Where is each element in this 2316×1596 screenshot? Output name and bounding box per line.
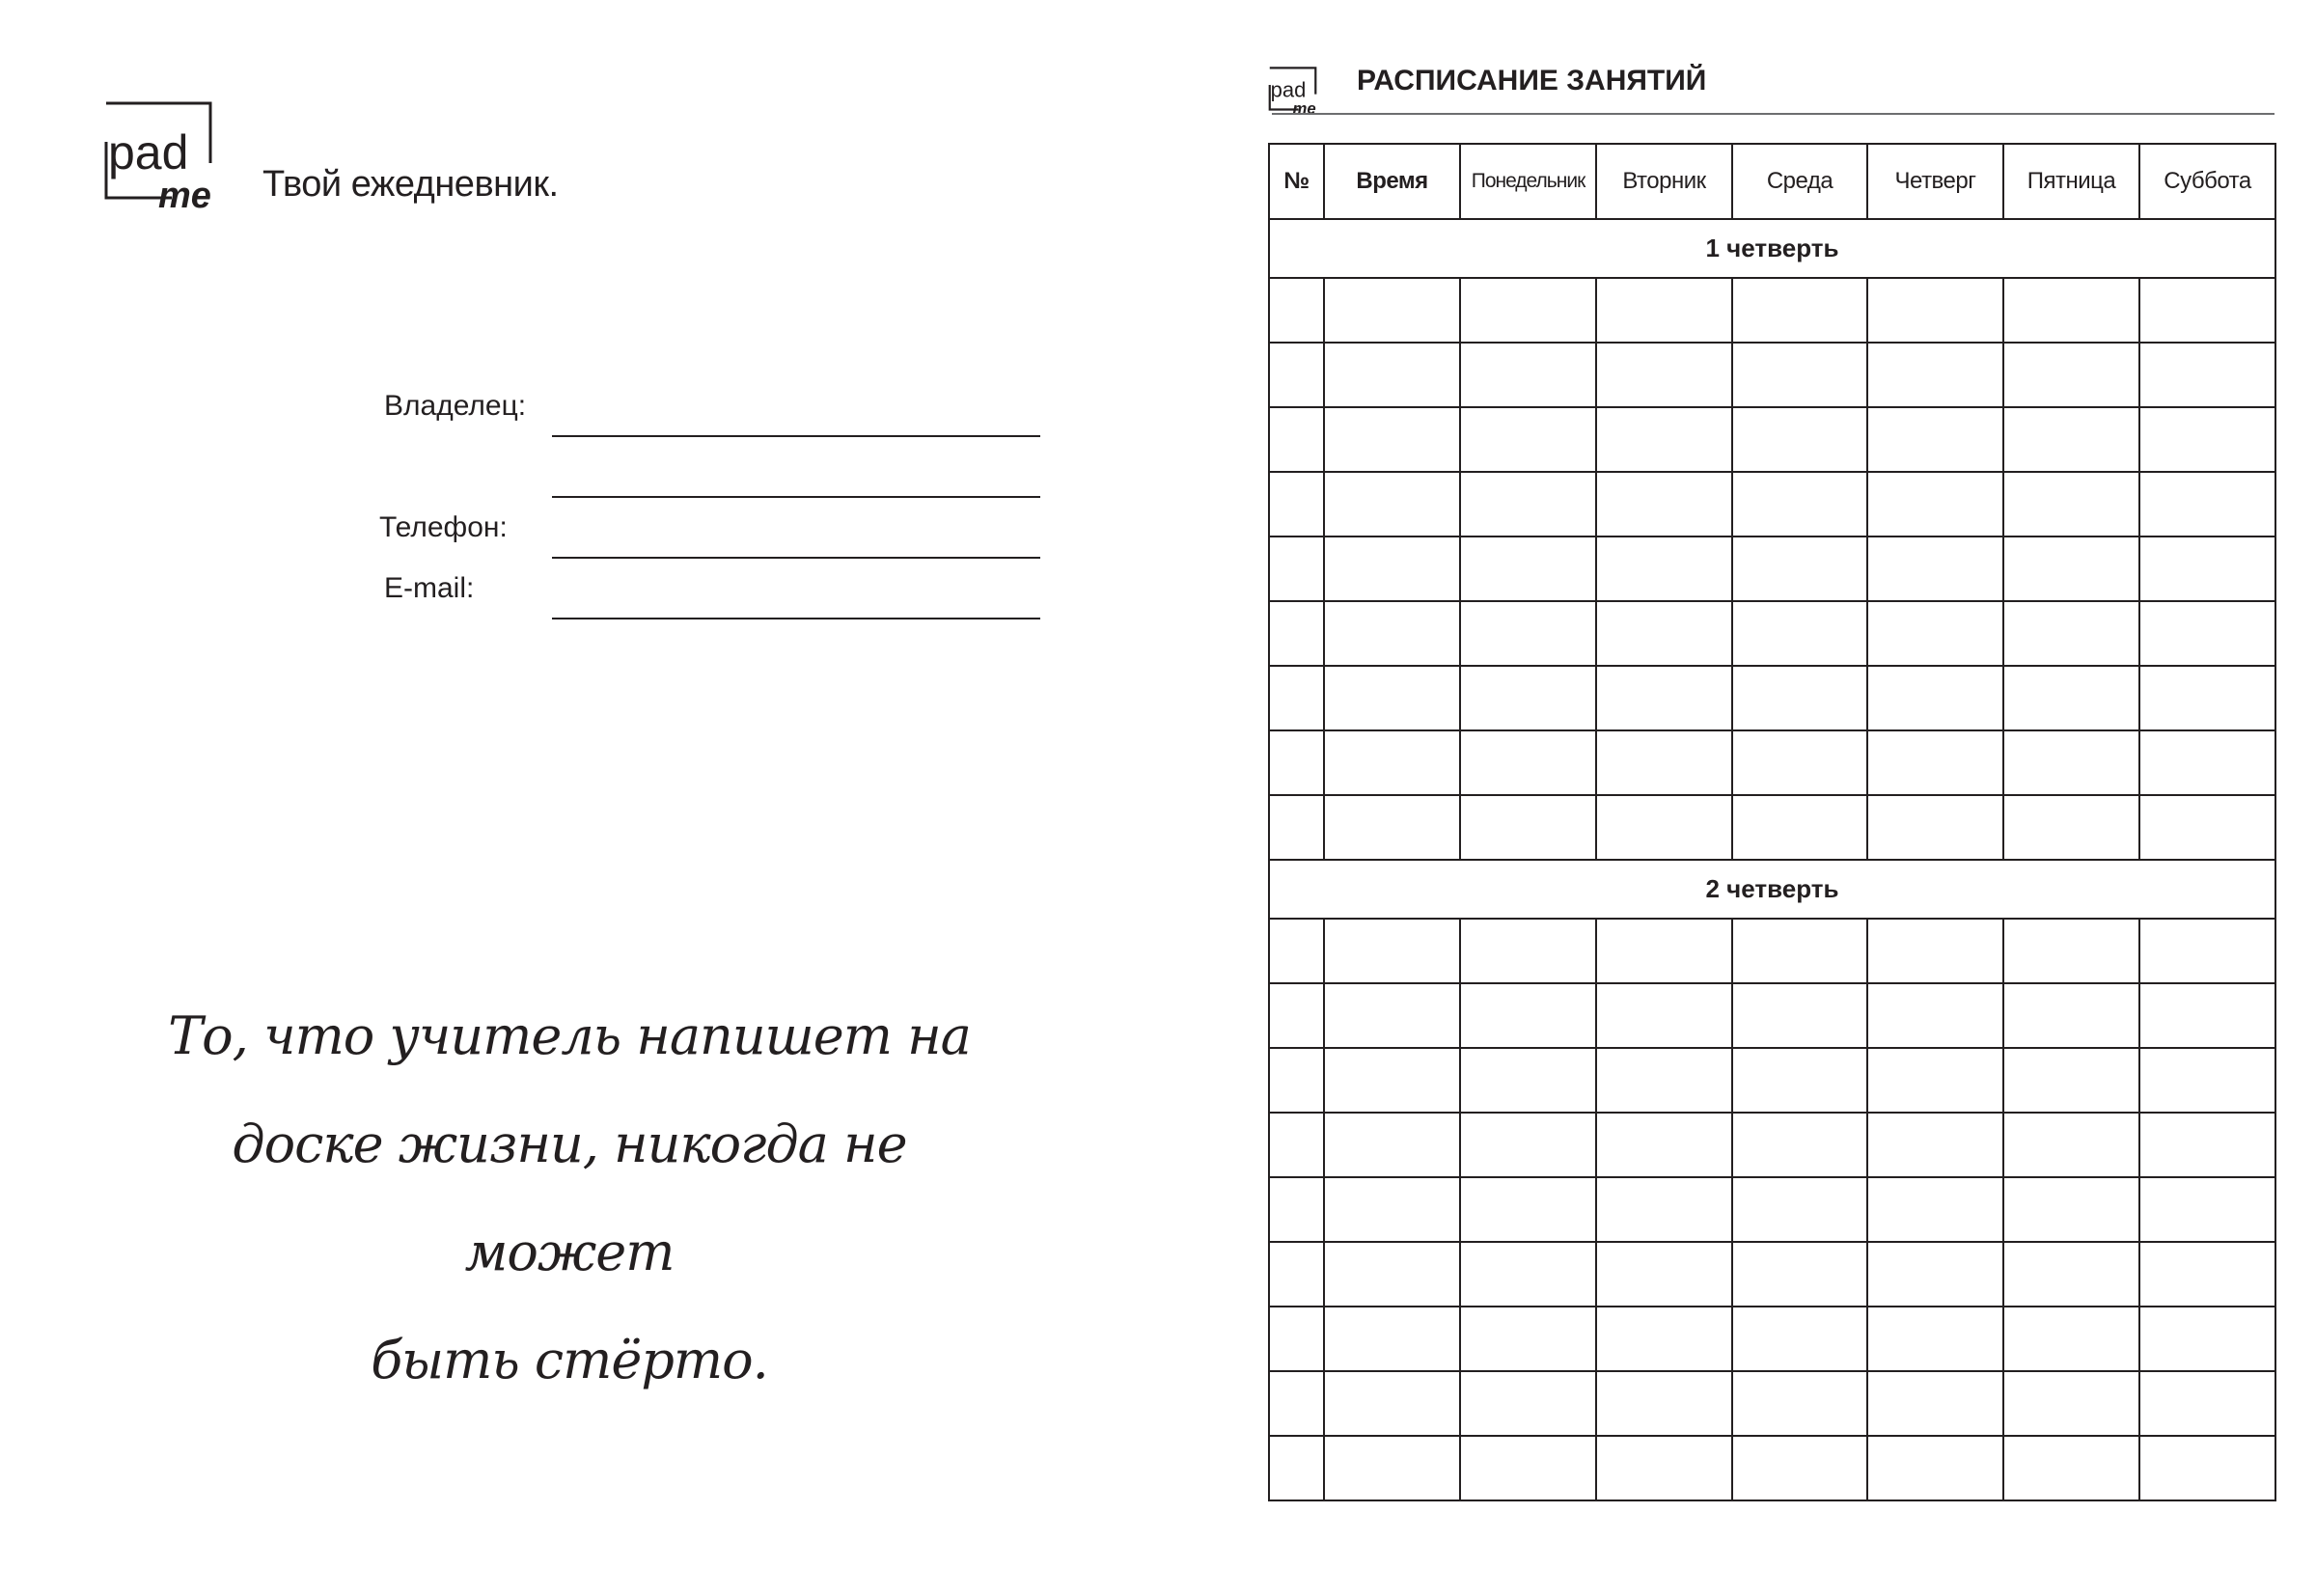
schedule-cell <box>1460 407 1596 472</box>
schedule-cell <box>1460 1242 1596 1307</box>
schedule-cell <box>2003 343 2139 407</box>
email-field-line <box>552 618 1040 619</box>
schedule-cell <box>2003 537 2139 601</box>
schedule-cell <box>1324 795 1460 860</box>
schedule-cell <box>1867 1371 2003 1436</box>
schedule-row <box>1269 1242 2275 1307</box>
email-row <box>384 566 1040 627</box>
right-page <box>1158 0 2316 1596</box>
title-rule <box>1272 113 2275 115</box>
schedule-cell <box>1269 1371 1324 1436</box>
owner-field-line <box>552 435 1040 437</box>
schedule-cell <box>1460 1177 1596 1242</box>
schedule-cell <box>1269 983 1324 1048</box>
owner-row <box>384 384 1040 445</box>
schedule-cell <box>1867 601 2003 666</box>
quarter-label: 2 четверть <box>1269 860 2275 919</box>
owner-form <box>379 384 1040 627</box>
schedule-cell <box>1460 795 1596 860</box>
schedule-cell <box>1460 537 1596 601</box>
schedule-cell <box>1269 666 1324 730</box>
schedule-row <box>1269 1113 2275 1177</box>
col-tuesday-header: Вторник <box>1596 144 1732 219</box>
schedule-cell <box>1596 1113 1732 1177</box>
schedule-cell <box>1460 983 1596 1048</box>
schedule-cell <box>1596 919 1732 983</box>
schedule-cell <box>1596 472 1732 537</box>
schedule-cell <box>1867 1242 2003 1307</box>
schedule-cell <box>1596 407 1732 472</box>
schedule-row <box>1269 1371 2275 1436</box>
schedule-cell <box>1867 407 2003 472</box>
schedule-cell <box>2139 1436 2275 1500</box>
schedule-cell <box>1867 1113 2003 1177</box>
schedule-cell <box>1596 278 1732 343</box>
schedule-cell <box>1460 1436 1596 1500</box>
schedule-cell <box>2003 1113 2139 1177</box>
schedule-cell <box>1324 343 1460 407</box>
schedule-cell <box>2003 1048 2139 1113</box>
schedule-cell <box>1269 795 1324 860</box>
schedule-cell <box>2003 795 2139 860</box>
schedule-cell <box>1732 1113 1867 1177</box>
schedule-cell <box>1324 278 1460 343</box>
schedule-cell <box>2139 1371 2275 1436</box>
schedule-row <box>1269 1048 2275 1113</box>
col-time-header: Время <box>1324 144 1460 219</box>
schedule-cell <box>1269 407 1324 472</box>
schedule-cell <box>1732 1177 1867 1242</box>
schedule-cell <box>2003 730 2139 795</box>
quote-line-1: То, что учитель напишет на <box>168 1005 971 1066</box>
schedule-cell <box>1269 730 1324 795</box>
schedule-cell <box>2003 472 2139 537</box>
schedule-cell <box>1732 1048 1867 1113</box>
schedule-cell <box>1596 1048 1732 1113</box>
schedule-cell <box>1460 666 1596 730</box>
schedule-cell <box>1324 983 1460 1048</box>
logo-small-sub: me <box>1292 98 1316 118</box>
schedule-cell <box>1596 537 1732 601</box>
phone-row <box>379 506 1040 566</box>
schedule-cell <box>1460 1307 1596 1371</box>
schedule-cell <box>2139 472 2275 537</box>
quarter-row <box>1269 860 2275 919</box>
schedule-cell <box>1732 795 1867 860</box>
phone-field-line <box>552 557 1040 559</box>
col-friday-header: Пятница <box>2003 144 2139 219</box>
schedule-cell <box>2139 537 2275 601</box>
schedule-row <box>1269 537 2275 601</box>
schedule-row <box>1269 1307 2275 1371</box>
schedule-cell <box>1732 983 1867 1048</box>
quarter-row <box>1269 219 2275 278</box>
col-thursday-header: Четверг <box>1867 144 2003 219</box>
schedule-cell <box>1269 1436 1324 1500</box>
schedule-cell <box>2139 1307 2275 1371</box>
schedule-cell <box>1596 1177 1732 1242</box>
schedule-cell <box>2139 407 2275 472</box>
schedule-cell <box>2139 919 2275 983</box>
schedule-cell <box>1596 666 1732 730</box>
schedule-cell <box>1324 1177 1460 1242</box>
schedule-row <box>1269 601 2275 666</box>
email-label: E-mail: <box>384 572 475 604</box>
schedule-row <box>1269 795 2275 860</box>
schedule-cell <box>1324 919 1460 983</box>
schedule-cell <box>1324 407 1460 472</box>
logo-word: pad <box>108 125 189 179</box>
schedule-cell <box>1269 1177 1324 1242</box>
schedule-cell <box>2139 1048 2275 1113</box>
schedule-cell <box>1867 666 2003 730</box>
schedule-cell <box>1732 1307 1867 1371</box>
schedule-cell <box>1324 472 1460 537</box>
schedule-cell <box>1867 983 2003 1048</box>
schedule-cell <box>1732 407 1867 472</box>
schedule-cell <box>2139 1177 2275 1242</box>
schedule-cell <box>1867 1307 2003 1371</box>
schedule-cell <box>1269 1307 1324 1371</box>
schedule-cell <box>1460 278 1596 343</box>
schedule-row <box>1269 983 2275 1048</box>
schedule-cell <box>1269 472 1324 537</box>
schedule-cell <box>1269 601 1324 666</box>
schedule-cell <box>1867 537 2003 601</box>
schedule-cell <box>1732 343 1867 407</box>
schedule-cell <box>1596 601 1732 666</box>
schedule-cell <box>1460 472 1596 537</box>
schedule-cell <box>1269 1242 1324 1307</box>
quarter-label: 1 четверть <box>1269 219 2275 278</box>
schedule-cell <box>2003 1177 2139 1242</box>
schedule-cell <box>1732 601 1867 666</box>
schedule-row <box>1269 1177 2275 1242</box>
schedule-cell <box>1732 1371 1867 1436</box>
schedule-cell <box>1324 1371 1460 1436</box>
schedule-row <box>1269 407 2275 472</box>
schedule-cell <box>1269 1113 1324 1177</box>
schedule-cell <box>2139 278 2275 343</box>
schedule-cell <box>2003 1242 2139 1307</box>
schedule-cell <box>2003 666 2139 730</box>
schedule-row <box>1269 730 2275 795</box>
quote-line-3: быть стёрто. <box>371 1330 768 1390</box>
col-number-header: № <box>1269 144 1324 219</box>
schedule-body <box>1269 219 2275 1500</box>
schedule-cell <box>2139 666 2275 730</box>
schedule-cell <box>1269 1048 1324 1113</box>
schedule-row <box>1269 919 2275 983</box>
schedule-cell <box>1732 730 1867 795</box>
schedule-cell <box>2003 919 2139 983</box>
schedule-cell <box>1867 1177 2003 1242</box>
schedule-cell <box>1324 537 1460 601</box>
tagline: Твой ежедневник. <box>262 164 559 205</box>
schedule-cell <box>1324 1242 1460 1307</box>
schedule-cell <box>1867 919 2003 983</box>
schedule-cell <box>2003 407 2139 472</box>
padme-logo-small <box>1268 65 1332 119</box>
schedule-cell <box>2139 795 2275 860</box>
schedule-cell <box>1460 730 1596 795</box>
schedule-cell <box>1324 730 1460 795</box>
schedule-cell <box>1324 1113 1460 1177</box>
schedule-cell <box>1867 795 2003 860</box>
schedule-row <box>1269 472 2275 537</box>
padme-logo <box>102 99 247 215</box>
schedule-cell <box>1269 919 1324 983</box>
schedule-cell <box>1732 666 1867 730</box>
schedule-cell <box>2003 1371 2139 1436</box>
schedule-row <box>1269 1436 2275 1500</box>
schedule-cell <box>1732 1436 1867 1500</box>
schedule-cell <box>1460 919 1596 983</box>
logo-sub: me <box>158 176 211 215</box>
schedule-row <box>1269 343 2275 407</box>
schedule-title: РАСПИСАНИЕ ЗАНЯТИЙ <box>1357 65 1707 96</box>
schedule-cell <box>2139 601 2275 666</box>
schedule-cell <box>1596 1371 1732 1436</box>
schedule-cell <box>2003 1436 2139 1500</box>
schedule-cell <box>1596 983 1732 1048</box>
schedule-cell <box>1596 1307 1732 1371</box>
col-monday-header: Понедельник <box>1460 144 1596 219</box>
schedule-cell <box>1867 278 2003 343</box>
schedule-cell <box>2003 601 2139 666</box>
schedule-cell <box>1732 1242 1867 1307</box>
owner-extra-row <box>384 445 1040 506</box>
schedule-cell <box>1596 795 1732 860</box>
schedule-cell <box>1269 343 1324 407</box>
schedule-cell <box>1324 601 1460 666</box>
schedule-cell <box>1867 343 2003 407</box>
schedule-row <box>1269 666 2275 730</box>
schedule-cell <box>1867 1048 2003 1113</box>
col-wednesday-header: Среда <box>1732 144 1867 219</box>
schedule-cell <box>1867 730 2003 795</box>
schedule-cell <box>1324 666 1460 730</box>
schedule-cell <box>1460 601 1596 666</box>
schedule-cell <box>1324 1436 1460 1500</box>
schedule-cell <box>1596 1242 1732 1307</box>
schedule-cell <box>1460 1113 1596 1177</box>
schedule-cell <box>2003 278 2139 343</box>
schedule-cell <box>1732 278 1867 343</box>
schedule-cell <box>1460 343 1596 407</box>
schedule-cell <box>2139 343 2275 407</box>
schedule-cell <box>2003 983 2139 1048</box>
schedule-cell <box>1269 278 1324 343</box>
schedule-cell <box>1324 1048 1460 1113</box>
schedule-cell <box>2139 730 2275 795</box>
schedule-cell <box>1867 1436 2003 1500</box>
schedule-cell <box>1460 1371 1596 1436</box>
owner-label: Владелец: <box>384 390 527 422</box>
schedule-cell <box>1460 1048 1596 1113</box>
schedule-cell <box>1596 730 1732 795</box>
schedule-cell <box>1732 919 1867 983</box>
schedule-cell <box>2139 983 2275 1048</box>
phone-label: Телефон: <box>379 511 508 543</box>
schedule-cell <box>1269 537 1324 601</box>
col-saturday-header: Суббота <box>2139 144 2275 219</box>
quote <box>145 982 994 1415</box>
schedule-cell <box>1732 537 1867 601</box>
schedule-table <box>1268 143 2276 1501</box>
schedule-cell <box>1867 472 2003 537</box>
schedule-cell <box>2003 1307 2139 1371</box>
owner-extra-field-line <box>552 496 1040 498</box>
schedule-cell <box>2139 1113 2275 1177</box>
schedule-cell <box>1596 343 1732 407</box>
schedule-cell <box>1596 1436 1732 1500</box>
logo-small-word: pad <box>1270 77 1307 102</box>
schedule-row <box>1269 278 2275 343</box>
schedule-cell <box>1732 472 1867 537</box>
schedule-header-row <box>1269 144 2275 219</box>
schedule-cell <box>1324 1307 1460 1371</box>
quote-line-2: доске жизни, никогда не может <box>232 1114 907 1282</box>
schedule-cell <box>2139 1242 2275 1307</box>
